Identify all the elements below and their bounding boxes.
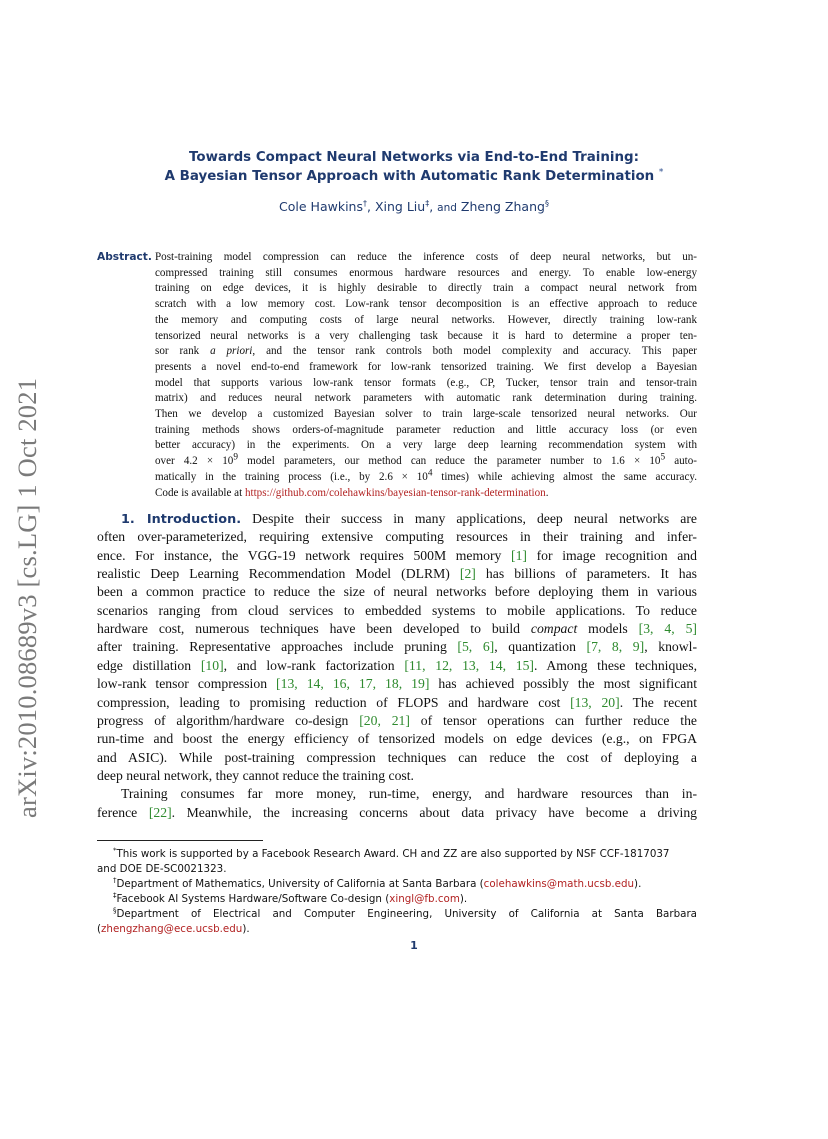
- intro-text: hardware cost, numerous techniques have been developed to build: [97, 621, 531, 637]
- citation-link[interactable]: [11, 12, 13, 14, 15]: [404, 657, 534, 673]
- intro-text: deep neural network, they cannot reduce the training cost.: [97, 767, 414, 783]
- footnote-affiliation-1: [97, 877, 697, 892]
- intro-text: scenarios ranging from cloud services to embedded systems to mobile applications. To reduce: [97, 602, 697, 618]
- abstract-line: training on edge devices, it is highly desirable to directly train a compact neural network from: [155, 282, 697, 295]
- footnote-text: This work is supported by a Facebook Research Award. CH and ZZ are also supported by NSF CCF-1817037: [116, 848, 670, 860]
- abstract-line: [155, 454, 697, 470]
- intro-text: . Among these techniques,: [534, 657, 697, 673]
- abstract-italic-phrase: a priori: [210, 345, 253, 358]
- footnote-text: ).: [242, 923, 250, 935]
- intro-text: run-time and boost the energy efficiency of tensorized models on edge devices (e.g., on FPGA: [97, 731, 697, 747]
- citation-link[interactable]: [10]: [200, 657, 224, 673]
- intro-line: [97, 749, 697, 767]
- abstract-line: [155, 470, 697, 486]
- intro-line: [97, 712, 697, 730]
- abstract-text-span: times) while achieving almost the same accuracy.: [432, 470, 697, 483]
- intro-text: ence. For instance, the VGG-19 network requires 500M memory: [97, 547, 512, 563]
- intro-line: [97, 547, 697, 565]
- intro-line: [97, 638, 697, 656]
- intro-text: and ASIC). While post-training compression techniques can reduce the cost of deploying a: [97, 749, 697, 765]
- footnote-mark: ‡: [113, 891, 117, 900]
- intro-text: for image recognition and: [526, 547, 697, 563]
- intro-line: [97, 565, 697, 583]
- abstract-line: Post-training model compression can reduce the inference costs of deep neural networks, but un-: [155, 251, 697, 263]
- email-link-2[interactable]: xingl@fb.com: [389, 893, 460, 905]
- title-footnote-mark[interactable]: *: [658, 167, 664, 178]
- section-heading: 1. Introduction.: [121, 512, 242, 527]
- footnote-funding-cont: and DOE DE-SC0021323.: [97, 863, 227, 875]
- abstract-line: compressed training still consumes enormous hardware resources and energy. To enable low-energy: [155, 266, 697, 279]
- intro-line: [97, 583, 697, 601]
- intro-text: has billions of parameters. It has: [475, 566, 697, 582]
- footnote-mark: †: [113, 876, 117, 885]
- abstract-line: training methods shows orders-of-magnitude parameter reduction and little accuracy loss (or even: [155, 423, 697, 436]
- citation-link[interactable]: [20, 21]: [359, 712, 410, 728]
- intro-line: [97, 657, 697, 675]
- emphasis-text: compact: [530, 621, 578, 637]
- author-2: Xing Liu: [374, 199, 426, 214]
- abstract-line: better accuracy) in the experiments. On a very large deep learning recommendation system with: [155, 439, 697, 452]
- citation-link[interactable]: [13, 20]: [570, 694, 620, 710]
- intro-text: Despite their success in many applications, deep neural networks are: [252, 511, 698, 526]
- abstract-text-span: auto-: [665, 455, 698, 468]
- intro-line: [97, 804, 697, 822]
- intro-text: edge distillation: [97, 657, 201, 673]
- paper-title-line-2: [0, 167, 828, 186]
- intro-line: [97, 510, 697, 529]
- intro-line: [97, 730, 697, 748]
- abstract-text-span: .: [545, 486, 549, 499]
- exponent: 4: [427, 468, 433, 479]
- intro-text: has achieved possibly the most significant: [429, 676, 698, 692]
- abstract-line: Then we develop a customized Bayesian solver to train large-scale tensorized neural networks. Our: [155, 408, 697, 420]
- intro-line: [97, 767, 697, 785]
- abstract-text-span: , and the tensor rank controls both model complexity and accuracy. This paper: [252, 345, 697, 358]
- intro-line: [97, 785, 697, 803]
- author-3: Zheng Zhang: [460, 199, 545, 214]
- abstract-line: presents a novel end-to-end framework for low-rank tensorized training. We first develop a Bayesian: [155, 360, 697, 373]
- footnote-text: ).: [459, 893, 468, 905]
- intro-text: compression, leading to promising reduction of FLOPS and hardware cost: [97, 694, 571, 710]
- intro-line: [97, 694, 697, 712]
- abstract-line: the memory and computing costs of large neural networks. However, directly training low-rank: [155, 313, 697, 326]
- intro-text: , and low-rank factorization: [223, 657, 405, 673]
- author-list: [0, 199, 828, 214]
- intro-text: after training. Representative approaches include pruning: [97, 639, 458, 655]
- footnote-text: Facebook AI Systems Hardware/Software Co-design (: [116, 893, 390, 905]
- intro-text: of tensor operations can further reduce the: [409, 712, 697, 728]
- citation-link[interactable]: [7, 8, 9]: [586, 639, 645, 655]
- abstract-line: scratch with a low memory cost. Low-rank tensor decomposition is an effective approach to reduce: [155, 298, 697, 311]
- footnote-text: Department of Electrical and Computer Engineering, University of California at Santa Barbara: [116, 908, 697, 920]
- intro-text: , knowl-: [644, 639, 697, 655]
- email-link-1[interactable]: colehawkins@math.ucsb.edu: [483, 878, 635, 890]
- intro-line: [97, 620, 697, 638]
- citation-link[interactable]: [5, 6]: [457, 639, 495, 655]
- intro-text: models: [577, 621, 639, 637]
- intro-text: , quantization: [494, 639, 587, 655]
- abstract-line: model that supports various low-rank tensor formats (e.g., CP, Tucker, tensor train and tensor-train: [155, 376, 697, 389]
- abstract-text-span: model parameters, our method can reduce the parameter number to 1.6 × 10: [237, 455, 661, 468]
- citation-link[interactable]: [2]: [459, 566, 476, 582]
- footnote-text: ).: [634, 878, 642, 890]
- code-repository-link[interactable]: https://github.com/colehawkins/bayesian-tensor-rank-determination: [244, 486, 546, 499]
- author-1-mark[interactable]: †: [363, 198, 367, 208]
- abstract-line: [155, 344, 697, 360]
- intro-text: often over-parameterized, requiring extensive computing resources in their training and infer-: [97, 529, 697, 545]
- footnote-mark: *: [113, 846, 117, 855]
- author-separator: ,: [367, 199, 371, 214]
- email-link-3[interactable]: zhengzhang@ece.ucsb.edu: [101, 923, 243, 935]
- exponent: 9: [233, 452, 238, 463]
- abstract-text-span: over 4.2 × 10: [155, 455, 234, 468]
- footnote-divider: [97, 840, 263, 841]
- exponent: 5: [660, 452, 666, 463]
- footnote-text: Department of Mathematics, University of California at Santa Barbara (: [116, 878, 484, 890]
- page-number: 1: [410, 939, 418, 952]
- footnote-funding: [97, 847, 697, 862]
- paper-title-line-2-text: A Bayesian Tensor Approach with Automatic Rank Determination: [164, 169, 655, 184]
- intro-text: ference: [97, 804, 149, 820]
- abstract-line: [155, 486, 697, 502]
- intro-text: progress of algorithm/hardware co-design: [97, 712, 360, 728]
- intro-line: [97, 675, 697, 693]
- footnote-affiliation-3: [97, 907, 697, 922]
- intro-line: [97, 602, 697, 620]
- paper-title-line-1: Towards Compact Neural Networks via End-to-End Training:: [189, 150, 639, 165]
- abstract-text-span: Code is available at: [155, 486, 245, 499]
- intro-text: . The recent: [619, 694, 697, 710]
- intro-text: low-rank tensor compression: [97, 676, 277, 692]
- intro-text: realistic Deep Learning Recommendation Model (DLRM): [97, 566, 460, 582]
- citation-link[interactable]: [1]: [511, 547, 527, 563]
- author-1: Cole Hawkins: [279, 199, 363, 214]
- abstract-text-span: sor rank: [155, 345, 200, 358]
- footnote-affiliation-3-cont: [97, 922, 697, 937]
- author-separator: ,: [429, 199, 434, 214]
- footnote-text: (: [97, 923, 102, 935]
- abstract-line: matrix) and reduces neural network parameters with automatic rank determination during training.: [155, 392, 697, 405]
- footnote-affiliation-2: [97, 892, 697, 907]
- intro-text: been a common practice to reduce the size of neural networks before deploying them in various: [97, 584, 697, 600]
- citation-link[interactable]: [22]: [148, 804, 172, 820]
- intro-text: Training consumes far more money, run-time, energy, and hardware resources than in-: [121, 786, 697, 802]
- abstract-label: Abstract.: [97, 251, 152, 263]
- author-3-mark[interactable]: §: [544, 198, 549, 208]
- intro-text: . Meanwhile, the increasing concerns about data privacy have become a driving: [171, 804, 698, 820]
- intro-line: [97, 528, 697, 546]
- arxiv-identifier: arXiv:2010.08689v3 [cs.LG] 1 Oct 2021: [12, 377, 42, 818]
- footnote-mark: §: [113, 906, 117, 915]
- author-and: and: [437, 202, 457, 214]
- citation-link[interactable]: [3, 4, 5]: [638, 621, 697, 637]
- author-2-mark[interactable]: ‡: [425, 198, 430, 208]
- citation-link[interactable]: [13, 14, 16, 17, 18, 19]: [276, 676, 430, 692]
- abstract-text-span: matically in the training process (i.e., by 2.6 × 10: [155, 470, 428, 483]
- abstract-line: tensorized neural networks is a very challenging task because it is hard to determine a proper ten-: [155, 329, 697, 342]
